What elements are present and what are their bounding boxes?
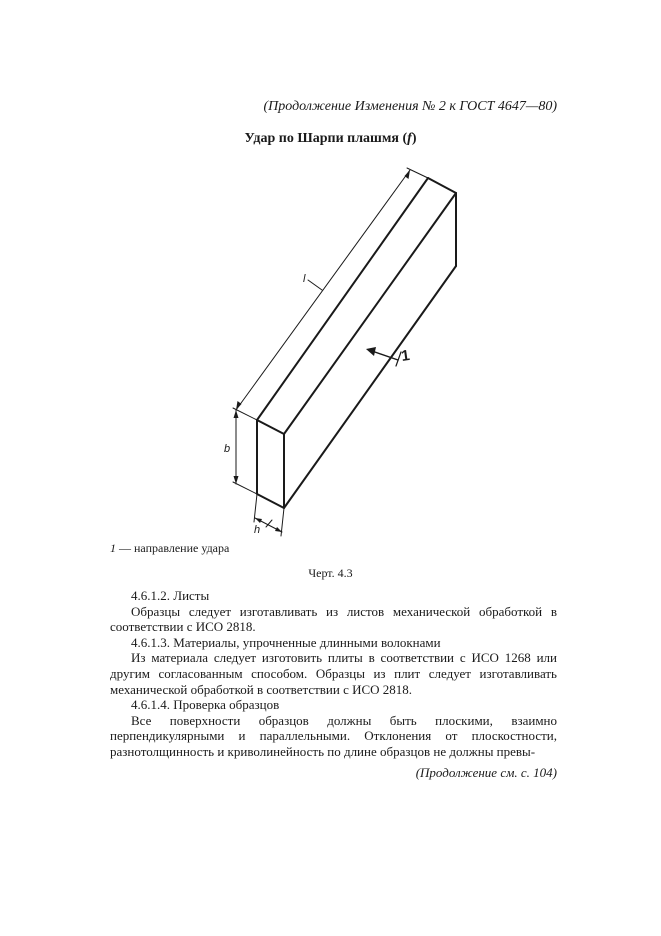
paragraph-specimen-check: Все поверхности образцов должны быть плоскими, взаимно перпендикулярными и параллельными. Отклонения от плоскостности, разнотолщинность и криволинейность по длине образцов не должны превы- <box>110 712 557 759</box>
section-heading-fiber-materials: 4.6.1.3. Материалы, упрочненные длинными волокнами <box>131 634 441 650</box>
legend-number: 1 <box>110 541 116 555</box>
impact-arrowhead <box>366 347 376 356</box>
specimen-front-face <box>257 420 284 508</box>
body-text <box>110 588 557 760</box>
arrowhead-width-top <box>234 410 239 418</box>
arrowhead-length-bottom <box>236 401 242 410</box>
footer-continuation-note: (Продолжение см. с. 104) <box>415 765 557 780</box>
legend-text: — направление удара <box>116 541 230 555</box>
dimension-line-length <box>236 170 410 410</box>
label-length: l <box>303 273 306 285</box>
figure-title-close: ) <box>411 131 417 146</box>
specimen-top-mid-edge <box>284 193 456 434</box>
figure-caption: Черт. 4.3 <box>308 566 353 580</box>
section-heading-specimen-check: 4.6.1.4. Проверка образцов <box>131 697 280 713</box>
extension-line-b-bottom <box>233 482 257 494</box>
figure-title-text: Удар по Шарпи плашмя ( <box>244 131 408 146</box>
arrowhead-thickness-left <box>255 518 262 523</box>
leader-length <box>308 280 322 290</box>
figure-legend <box>110 541 229 556</box>
arrowhead-thickness-right <box>275 527 282 532</box>
impact-direction-marker: 1 <box>400 346 411 365</box>
label-width: b <box>224 443 231 455</box>
header-continuation-note: (Продолжение Изменения № 2 к ГОСТ 4647—80) <box>263 99 557 114</box>
arrowhead-length-top <box>405 170 411 179</box>
section-heading-sheets: 4.6.1.2. Листы <box>131 588 210 603</box>
figure-title-italic: f <box>407 131 412 146</box>
paragraph-fiber-materials: Из материала следует изготовить плиты в соответствии с ИСО 1268 или другим согласованным способом. Образцы из плит следует изготавливать механической обработкой в соответствии с ИСО 2818. <box>110 650 557 697</box>
specimen-bottom-long-edge <box>284 266 456 508</box>
label-thickness: h <box>254 524 261 536</box>
paragraph-sheets: Образцы следует изготавливать из листов механической обработкой в соответствии с ИСО 2818. <box>110 603 557 635</box>
specimen-top-near-edge <box>257 178 428 420</box>
specimen-top-far-edge <box>428 178 456 193</box>
extension-line-l-end <box>407 168 428 178</box>
